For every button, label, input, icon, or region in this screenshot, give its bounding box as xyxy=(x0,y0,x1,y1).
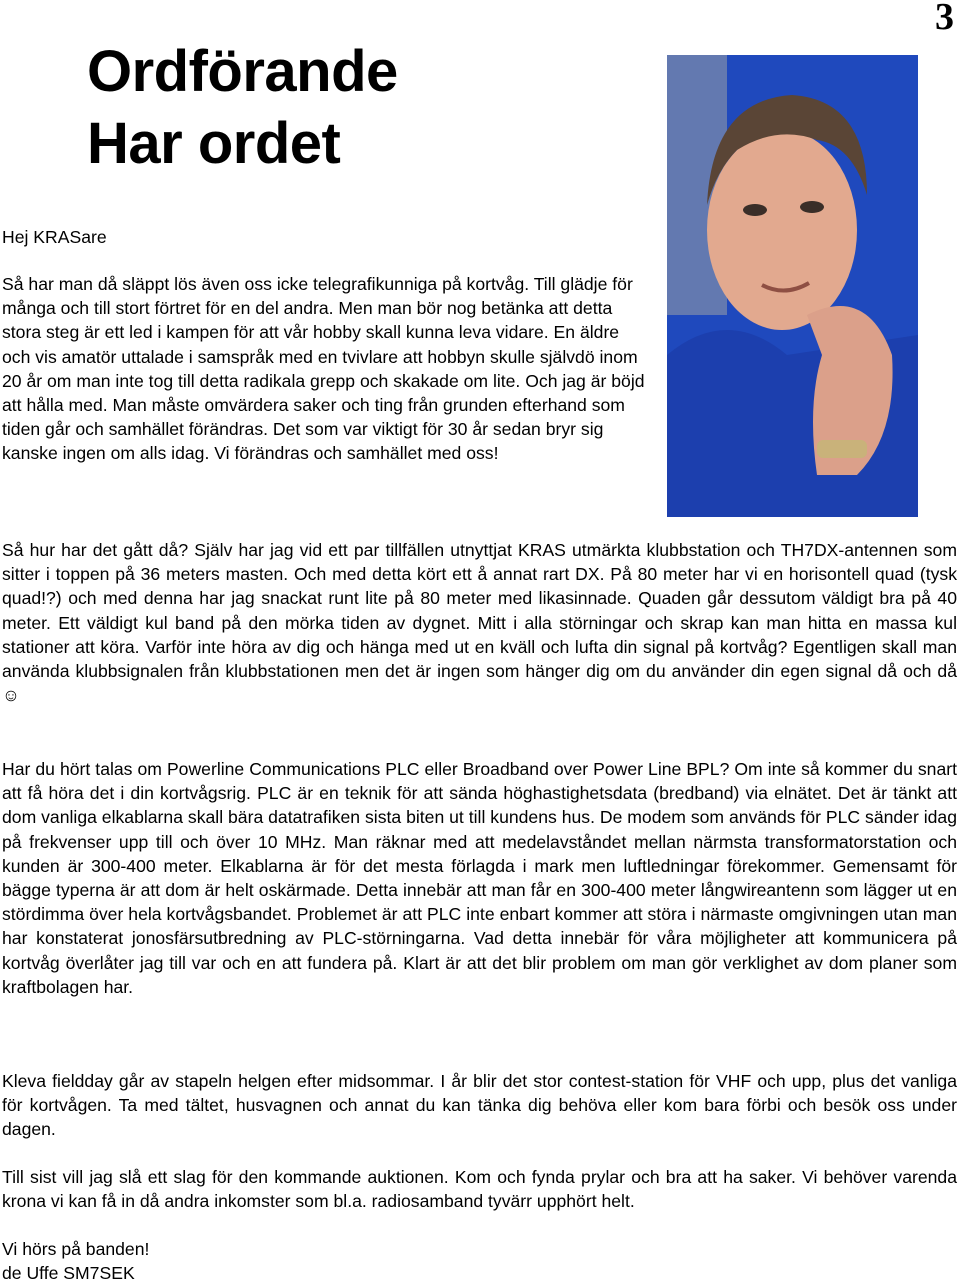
wristwatch-shape xyxy=(817,440,867,458)
paragraph-fieldday: Kleva fieldday går av stapeln helgen efter midsommar. I år blir det stor contest-station för VHF och upp, plus det vanliga för kortvågen. Ta med tältet, husvagnen och annat du kan tänka dig behöva eller kom bara förbi och besök oss under dagen. xyxy=(2,1071,957,1140)
paragraph-auktion: Till sist vill jag slå ett slag för den kommande auktionen. Kom och fynda prylar och bra att ha saker. Vi behöver varenda krona vi kan få in då andra inkomster som bl.a. radiosamband tyvärr upphört helt. xyxy=(2,1167,957,1212)
face-shape xyxy=(707,130,857,330)
title-line-1: Ordförande xyxy=(87,39,398,104)
right-eye xyxy=(800,201,824,213)
paragraph-klubbstation: Så hur har det gått då? Själv har jag vid ett par tillfällen utnyttjat KRAS utmärkta klubbstation och TH7DX-antennen som sitter i toppen på 36 meters masten. Och med detta kört ett å annat rart DX. På 80 meter har vi en horisontell quad (tysk quad!?) och med denna har jag snackat runt lite på 80 meter med likasinnade. Quaden går dessutom väldigt bra på 40 meter. Ett väldigt kul band på den mörka tiden av dygnet. Mitt i alla störningar och skrap kan man hitta en massa kul stationer att köra. Varför inte höra av dig och hänga med ut en kväll och lufta din signal på kortvåg? Egentligen skall man använda klubbsignalen från klubbstationen men det är ingen som hänger dig om du använder din egen signal då och då ☺ xyxy=(2,540,957,706)
signoff-line-2: de Uffe SM7SEK xyxy=(2,1263,135,1284)
signoff-line-1: Vi hörs på banden! xyxy=(2,1239,150,1259)
signoff xyxy=(2,1237,149,1285)
chairman-portrait-photo xyxy=(667,55,918,517)
paragraph-plc: Har du hört talas om Powerline Communications PLC eller Broadband over Power Line BPL? Om inte så kommer du snart att få höra det i din kortvågsrig. PLC är en teknik för att sända höghastighetsdata (bredband) via elnätet. Det är tänkt att dom vanliga elkablarna skall bära datatrafiken sista biten ut till kundens hus. De modem som används för PLC sänder idag på frekvenser upp till och över 10 MHz. Man räknar med att medelavståndet mellan närmsta transformatorstation och kunden är 300-400 meter. Elkablarna är för det mesta förlagda i mark men luftledningar förekommer. Gemensamt för bägge typerna är att dom är helt oskärmade. Detta innebär att man får en 300-400 meter långwireantenn som lägger ut en stördimma över hela kortvågsbandet. Problemet är att PLC inte enbart kommer att störa i närmaste omgivningen utan man har konstaterat jonosfärsutbredning av PLC-störningarna. Vad detta innebär för våra möjligheter att kommunicera på kortvåg överlåter jag till var och en att fundera på. Klart är att det blir problem om man gör verklighet av dom planer som kraftbolagen har. xyxy=(2,759,957,997)
title-line-2: Har ordet xyxy=(87,111,341,176)
intro-paragraph: Så har man då släppt lös även oss icke telegrafikunniga på kortvåg. Till glädje för många och till stort förtret för en del andra. Men man bör nog betänka att detta stora steg är ett led i kampen för att vår hobby skall kunna leva vidare. En äldre och vis amatör uttalade i samspråk med en tvivlare att hobbyn skulle självdö inom 20 år om man inte tog till detta radikala grepp och skakade om lite. Och jag är böjd att hålla med. Man måste omvärdera saker och ting från grunden efterhand som tiden går och samhället förändras. Det som var viktigt för 30 år sedan bryr sig kanske ingen om alls idag. Vi förändras och samhället med oss! xyxy=(2,274,645,464)
portrait-illustration xyxy=(667,55,918,517)
page-number: 3 xyxy=(935,0,954,38)
left-eye xyxy=(743,204,767,216)
page-title xyxy=(87,36,398,180)
greeting: Hej KRASare xyxy=(2,227,107,247)
